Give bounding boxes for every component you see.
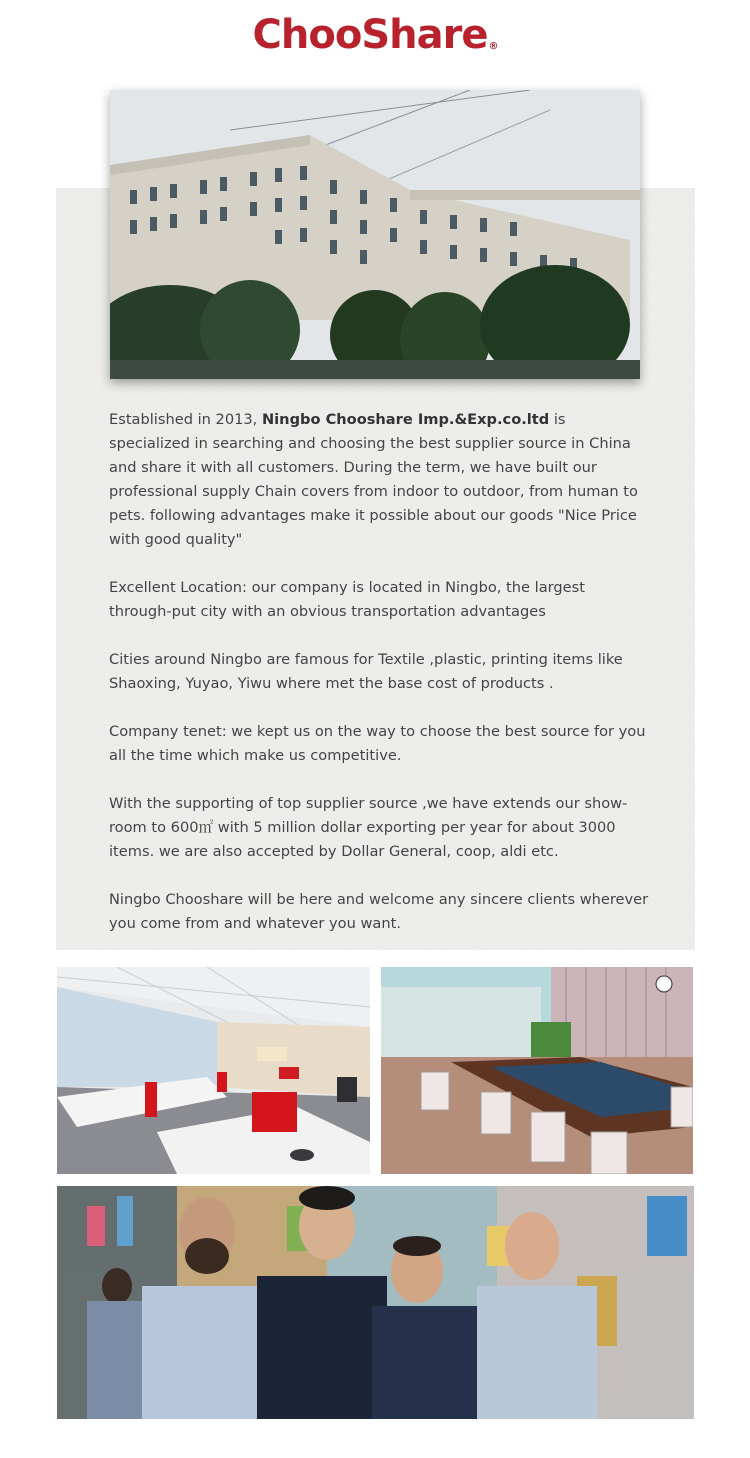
brand-logo	[0, 8, 750, 62]
intro-part-1: Established in 2013,	[109, 411, 262, 428]
cities-paragraph: Cities around Ningbo are famous for Textile ,plastic, printing items like Shaoxing, Yuyao, Yiwu where met the base cost of products .	[109, 651, 623, 692]
meeting-room-photo	[381, 967, 693, 1174]
team-photo	[57, 1186, 694, 1419]
company-name: Ningbo Chooshare Imp.&Exp.co.ltd	[261, 411, 550, 428]
registered-mark: ®	[488, 41, 498, 52]
location-paragraph: Excellent Location: our company is located in Ningbo, the largest through-put city with an obvious transportation advantages	[109, 579, 585, 620]
tenet-paragraph: Company tenet: we kept us on the way to choose the best source for you all the time which make us competitive.	[109, 723, 646, 764]
welcome-paragraph: Ningbo Chooshare will be here and welcome any sincere clients wherever you come from and whatever you want.	[109, 891, 649, 932]
intro-paragraph	[109, 408, 649, 552]
company-description	[109, 408, 649, 960]
intro-part-2: is specialized in searching and choosing the best supplier source in China and share it with all customers. During the term, we have built our professional supply Chain covers from indoor to outdoor, from human to pets. following advantages make it possible about our goods "Nice Price with good quality"	[109, 411, 638, 548]
office-photo	[57, 967, 370, 1174]
brand-name: ChooShare	[252, 12, 488, 58]
building-photo	[110, 90, 640, 379]
showroom-paragraph: With the supporting of top supplier source ,we have extends our show-room to 600㎡ with 5 million dollar exporting per year for about 3000 items. we are also accepted by Dollar General, coop, aldi etc.	[109, 795, 628, 860]
